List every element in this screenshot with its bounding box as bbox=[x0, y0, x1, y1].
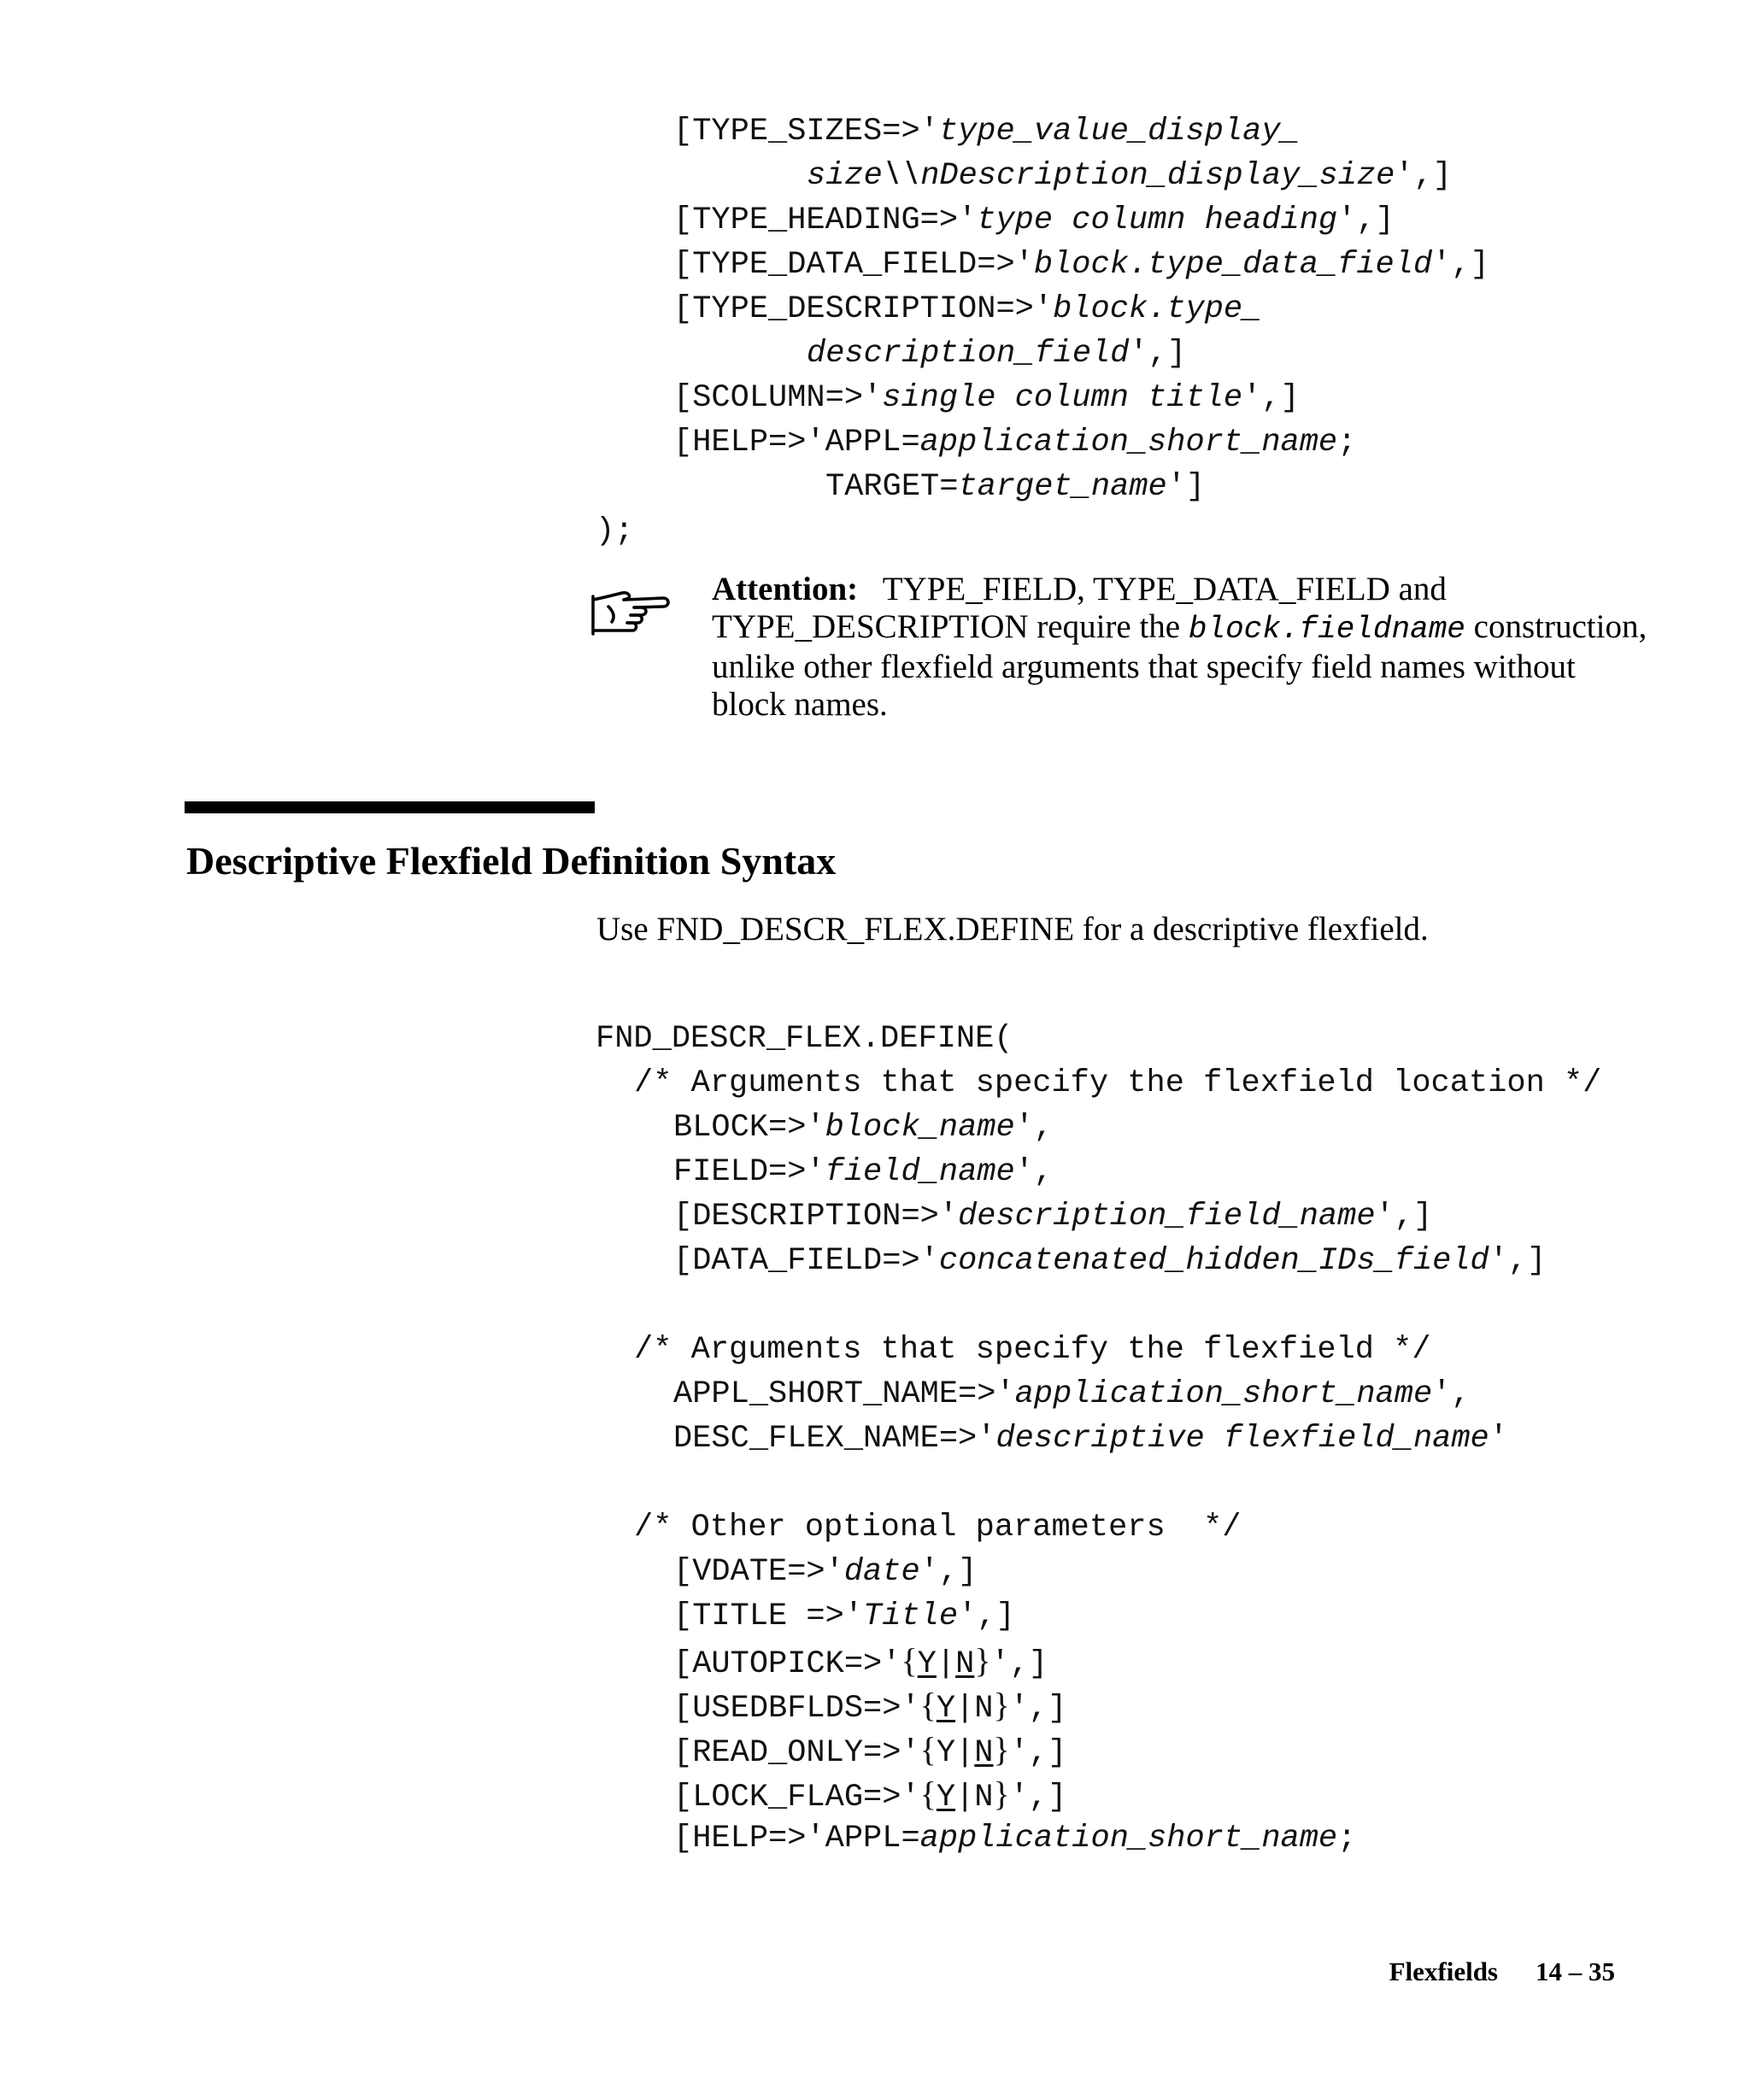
code-text: { bbox=[919, 1774, 937, 1813]
code-text: [SCOLUMN=>' bbox=[673, 380, 883, 416]
code-line-help bbox=[673, 1816, 1356, 1861]
code-line-read-only bbox=[673, 1728, 1066, 1775]
code-param: single column title bbox=[882, 380, 1243, 416]
code-param: application_short_name bbox=[1014, 1376, 1433, 1412]
code-text: ',] bbox=[958, 1598, 1015, 1634]
code-text: { bbox=[919, 1730, 937, 1769]
code-text: } bbox=[974, 1641, 991, 1680]
code-text: ',] bbox=[1009, 1735, 1067, 1771]
code-line-autopick bbox=[673, 1639, 1048, 1686]
code-text: ' bbox=[1489, 1421, 1508, 1457]
code-line-lock-flag bbox=[673, 1772, 1066, 1820]
code-line-type-sizes bbox=[673, 109, 1300, 154]
code-text: FND_DESCR_FLEX.DEFINE( bbox=[596, 1021, 1013, 1057]
code-line-type-description-cont bbox=[807, 331, 1186, 376]
code-text: ', bbox=[1014, 1154, 1054, 1190]
code-text: [LOCK_FLAG=>' bbox=[673, 1780, 920, 1816]
code-text: N bbox=[974, 1780, 994, 1816]
code-text: ',] bbox=[1432, 247, 1489, 283]
code-text: [HELP=>'APPL= bbox=[673, 1821, 920, 1857]
code-line-scolumn bbox=[673, 376, 1300, 420]
code-line-data-field bbox=[673, 1239, 1546, 1283]
code-text: ',] bbox=[919, 1554, 978, 1590]
code-default-value: Y bbox=[936, 1780, 956, 1816]
code-default-value: N bbox=[955, 1646, 975, 1682]
code-text: ', bbox=[1014, 1110, 1054, 1146]
code-text: DESC_FLEX_NAME=>' bbox=[673, 1421, 996, 1457]
attention-text-2: construction, unlike other flexfield arguments that specify field names without block names. bbox=[712, 608, 1647, 723]
code-text: { bbox=[901, 1641, 918, 1680]
code-line-block bbox=[673, 1106, 1053, 1150]
code-line-define bbox=[596, 1017, 1013, 1061]
code-default-value: Y bbox=[936, 1691, 956, 1727]
code-text: [USEDBFLDS=>' bbox=[673, 1691, 920, 1727]
code-comment-optional bbox=[634, 1505, 1242, 1550]
code-text: ; bbox=[1337, 425, 1357, 460]
code-comment-flexfield bbox=[634, 1328, 1431, 1372]
code-default-value: Y bbox=[917, 1646, 937, 1682]
code-line-appl-short-name bbox=[673, 1372, 1471, 1417]
code-param: block.type_ bbox=[1053, 291, 1262, 327]
code-text: /* Arguments that specify the flexfield */ bbox=[634, 1332, 1431, 1368]
code-text: [TYPE_DATA_FIELD=>' bbox=[673, 247, 1034, 283]
code-text: [HELP=>'APPL= bbox=[673, 425, 920, 460]
code-param: type column heading bbox=[977, 202, 1338, 238]
code-text: ',] bbox=[1337, 202, 1395, 238]
code-text: ',] bbox=[1129, 336, 1187, 372]
code-line-help-target bbox=[825, 465, 1205, 509]
code-param: descriptive flexfield_name bbox=[995, 1421, 1489, 1457]
code-line-help bbox=[673, 420, 1356, 465]
code-param: Title bbox=[863, 1598, 959, 1634]
code-param: date bbox=[843, 1554, 920, 1590]
code-text: ',] bbox=[1375, 1199, 1433, 1235]
code-text: [DATA_FIELD=>' bbox=[673, 1243, 939, 1279]
code-text: ',] bbox=[1009, 1691, 1067, 1727]
code-text: [TYPE_DESCRIPTION=>' bbox=[673, 291, 1054, 327]
code-default-value: N bbox=[974, 1735, 994, 1771]
code-param: target_name bbox=[958, 469, 1167, 505]
code-param: field_name bbox=[825, 1154, 1015, 1190]
code-param: type_value_display_ bbox=[938, 114, 1300, 150]
code-text: '] bbox=[1166, 469, 1206, 505]
code-param: application_short_name bbox=[919, 1821, 1338, 1857]
code-text: ; bbox=[1337, 1821, 1357, 1857]
code-comment-location bbox=[634, 1061, 1601, 1106]
code-text: [READ_ONLY=>' bbox=[673, 1735, 920, 1771]
code-param: description_field_name bbox=[958, 1199, 1376, 1235]
code-text: | bbox=[955, 1735, 975, 1771]
code-text: [TYPE_HEADING=>' bbox=[673, 202, 978, 238]
code-line-type-data-field bbox=[673, 243, 1489, 287]
code-text: /* Other optional parameters */ bbox=[634, 1510, 1242, 1546]
attention-label: Attention: bbox=[712, 571, 859, 607]
code-param: block_name bbox=[825, 1110, 1015, 1146]
code-text: ',] bbox=[1489, 1243, 1547, 1279]
code-line-field bbox=[673, 1150, 1053, 1194]
code-param: concatenated_hidden_IDs_field bbox=[938, 1243, 1489, 1279]
section-heading: Descriptive Flexfield Definition Syntax bbox=[186, 839, 837, 883]
code-text: { bbox=[919, 1686, 937, 1724]
code-text: BLOCK=>' bbox=[673, 1110, 825, 1146]
code-text: /* Arguments that specify the flexfield location */ bbox=[634, 1065, 1602, 1101]
code-text: [VDATE=>' bbox=[673, 1554, 844, 1590]
section-rule bbox=[185, 801, 595, 813]
attention-text-1: TYPE_FIELD, TYPE_DATA_FIELD and TYPE_DESCRIPTION require the bbox=[712, 571, 1447, 645]
code-text: ',] bbox=[1242, 380, 1300, 416]
code-text: Y bbox=[936, 1735, 956, 1771]
code-text: APPL_SHORT_NAME=>' bbox=[673, 1376, 1015, 1412]
code-text: TARGET= bbox=[825, 469, 959, 505]
code-text: N bbox=[974, 1691, 994, 1727]
code-text: [TITLE =>' bbox=[673, 1598, 864, 1634]
code-line-usedbflds bbox=[673, 1683, 1066, 1731]
code-text: ',] bbox=[990, 1646, 1048, 1682]
code-param: description_field bbox=[807, 336, 1130, 372]
code-line-type-description bbox=[673, 287, 1261, 331]
code-line-desc-flex-name bbox=[673, 1417, 1508, 1461]
attention-note bbox=[712, 571, 1652, 724]
code-text: ',] bbox=[1395, 158, 1452, 194]
footer-page-number: 14 – 35 bbox=[1536, 1956, 1615, 1986]
code-text: ',] bbox=[1009, 1780, 1067, 1816]
code-text: [TYPE_SIZES=>' bbox=[673, 114, 939, 150]
code-text: } bbox=[993, 1774, 1010, 1813]
code-line-vdate bbox=[673, 1550, 977, 1594]
code-param: application_short_name bbox=[919, 425, 1338, 460]
code-text: } bbox=[993, 1686, 1010, 1724]
code-text: | bbox=[955, 1780, 975, 1816]
code-text: ); bbox=[596, 513, 634, 549]
pointing-hand-icon bbox=[590, 588, 672, 639]
code-line-close bbox=[596, 509, 633, 554]
code-line-type-heading bbox=[673, 198, 1395, 243]
code-line-title bbox=[673, 1594, 1015, 1639]
code-text: [DESCRIPTION=>' bbox=[673, 1199, 959, 1235]
code-text: ', bbox=[1432, 1376, 1471, 1412]
code-line-description bbox=[673, 1194, 1432, 1239]
section-intro: Use FND_DESCR_FLEX.DEFINE for a descriptive flexfield. bbox=[596, 911, 1429, 947]
code-text: [AUTOPICK=>' bbox=[673, 1646, 901, 1682]
code-text: } bbox=[993, 1730, 1010, 1769]
code-text: FIELD=>' bbox=[673, 1154, 825, 1190]
code-param: size\\nDescription_display_size bbox=[807, 158, 1395, 194]
page-footer bbox=[1389, 1956, 1615, 1987]
code-text: | bbox=[955, 1691, 975, 1727]
code-text: | bbox=[936, 1646, 956, 1682]
code-param: block.type_data_field bbox=[1033, 247, 1433, 283]
footer-chapter: Flexfields bbox=[1389, 1956, 1498, 1986]
code-line-type-sizes-cont bbox=[807, 154, 1452, 198]
attention-code-term: block.fieldname bbox=[1188, 612, 1465, 647]
